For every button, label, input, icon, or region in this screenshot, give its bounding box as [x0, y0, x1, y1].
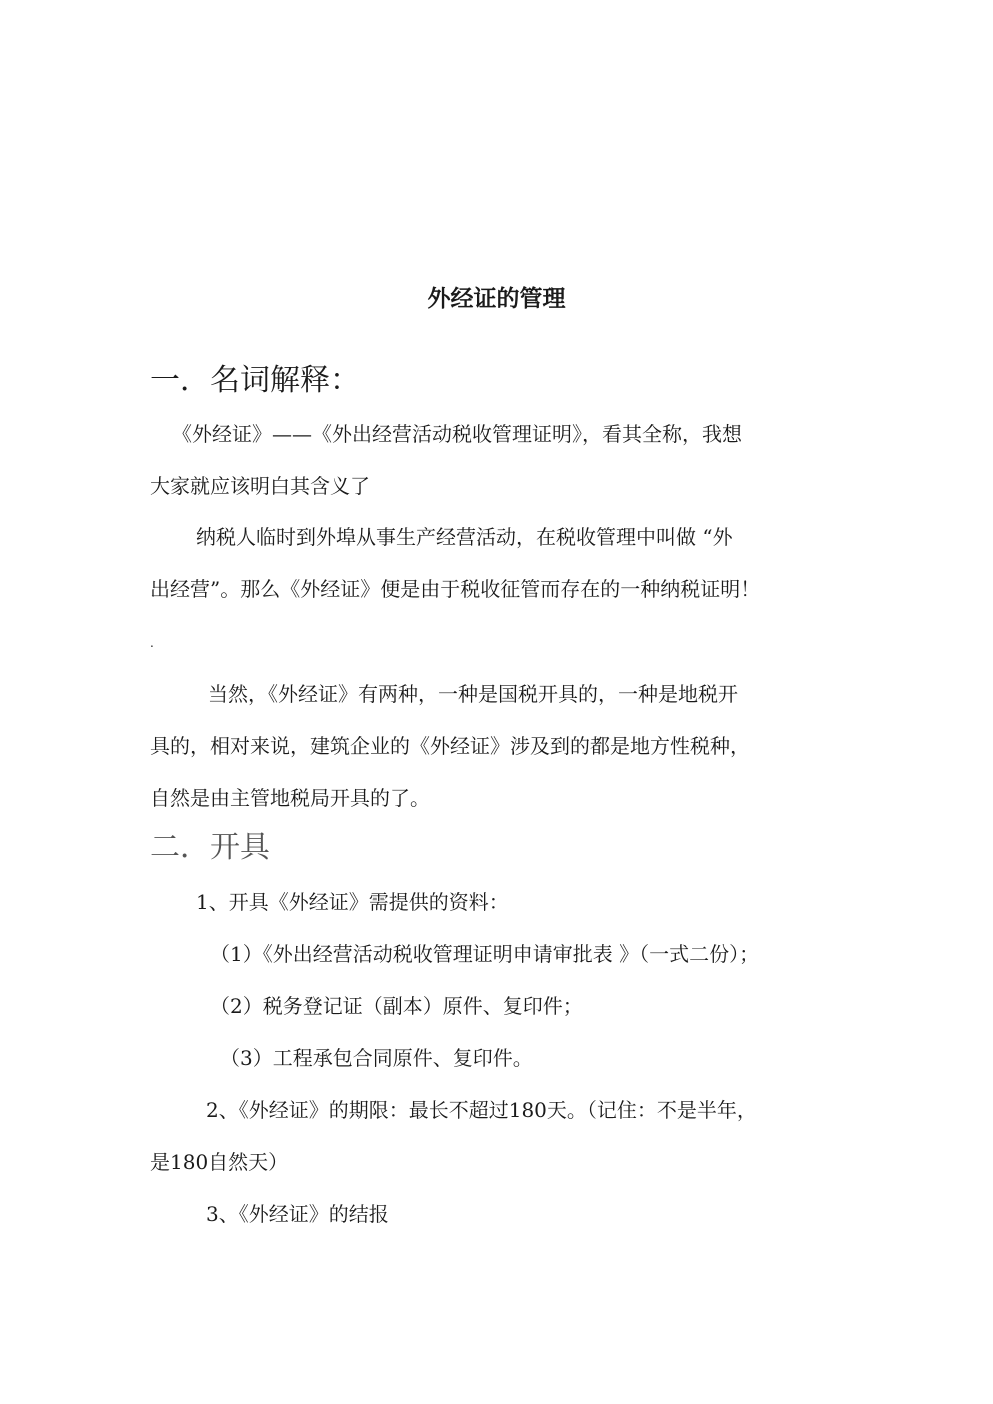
section-1-paragraph-2-line-2: 出经营”。那么《外经证》便是由于税收征管而存在的一种纳税证明！ [150, 577, 761, 601]
section-2-item-2-line-2: 是180自然天） [150, 1150, 289, 1174]
section-2-item-1-sub-2: （2）税务登记证（副本）原件、复印件； [210, 994, 583, 1018]
section-1-paragraph-1-line-1: 《外经证》——《外出经营活动税收管理证明》，看其全称，我想 [172, 422, 742, 446]
section-2-item-1: 1、开具《外经证》需提供的资料： [196, 890, 509, 914]
section-1-paragraph-3-line-2: 具的，相对来说，建筑企业的《外经证》涉及到的都是地方性税种， [150, 734, 750, 758]
section-1-paragraph-3-line-1: 当然，《外经证》有两种，一种是国税开具的，一种是地税开 [208, 682, 738, 706]
document-title: 外经证的管理 [427, 286, 566, 312]
section-1-paragraph-1-line-2: 大家就应该明白其含义了 [150, 474, 370, 498]
section-1-paragraph-3-line-3: 自然是由主管地税局开具的了。 [150, 786, 430, 810]
section-2-item-2-line-1: 2、《外经证》的期限：最长不超过180天。（记住：不是半年， [206, 1098, 757, 1122]
section-1-heading: 一．名词解释： [150, 363, 360, 398]
stray-mark: . [150, 636, 154, 650]
section-1-paragraph-2-line-1: 纳税人临时到外埠从事生产经营活动，在税收管理中叫做 “外 [196, 525, 733, 549]
section-2-item-3: 3、《外经证》的结报 [206, 1202, 389, 1226]
section-2-item-1-sub-3: （3）工程承包合同原件、复印件。 [220, 1046, 533, 1070]
section-2-item-1-sub-1: （1）《外出经营活动税收管理证明申请审批表 》（一式二份）； [210, 942, 760, 966]
section-2-heading: 二．开具 [150, 830, 270, 865]
